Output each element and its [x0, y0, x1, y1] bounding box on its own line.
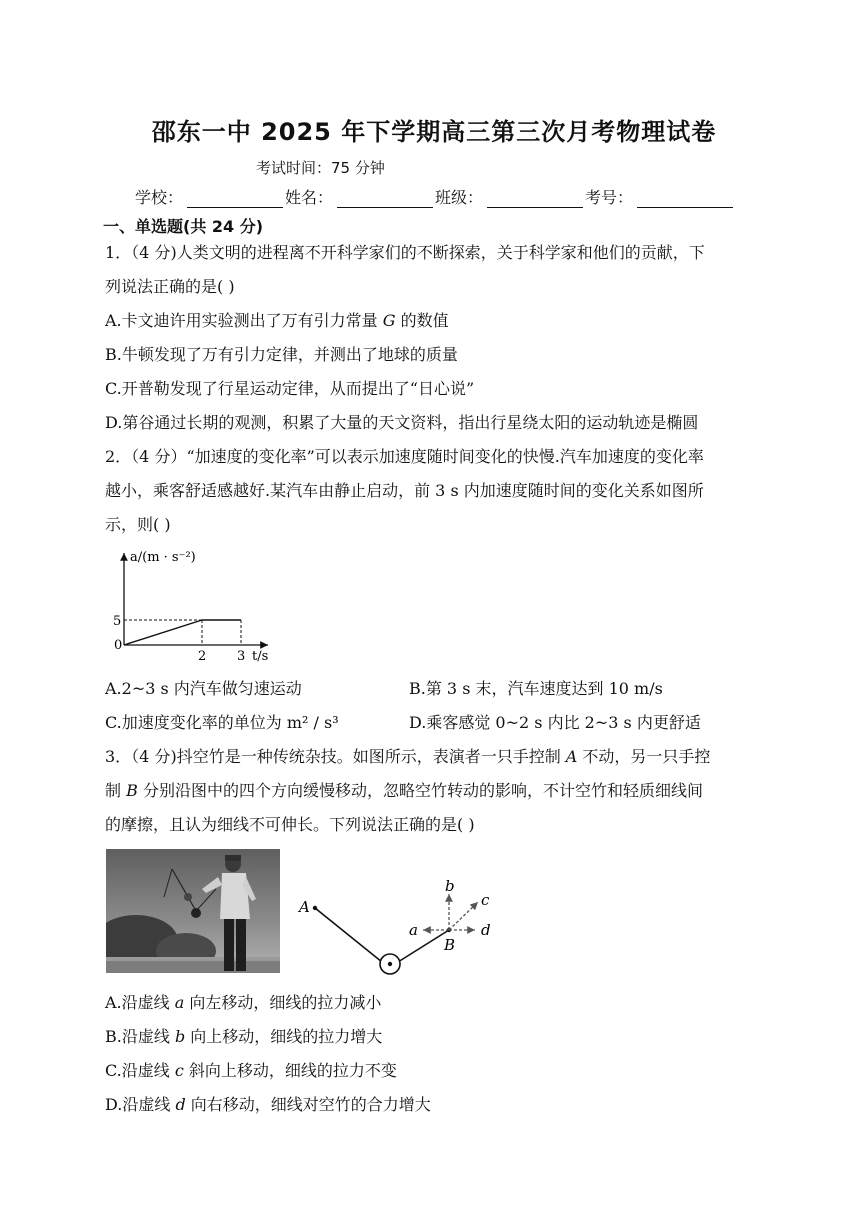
point-a-dot [313, 906, 317, 910]
q3-c-var: c [174, 1061, 184, 1080]
q3-stem-line3: 的摩擦，且认为细线不可伸长。下列说法正确的是( ) [105, 815, 475, 834]
school-label: 学校： [135, 188, 184, 207]
q3-option-a[interactable] [105, 990, 381, 1013]
student-info-line [135, 185, 735, 208]
q3-d-pre: D.沿虚线 [105, 1095, 176, 1114]
q3-stem-line2 [105, 778, 703, 801]
label-dir-b: b [445, 877, 455, 895]
string-right [398, 930, 449, 962]
q3-d-var: d [175, 1095, 186, 1114]
q3-stem1-post: 不动，另一只手控 [577, 747, 711, 766]
q1-stem-line1: 1．（4 分)人类文明的进程离不开科学家们的不断探索，关于科学家和他们的贡献，下 [105, 243, 705, 262]
q3-d-post: 向右移动，细线对空竹的合力增大 [185, 1095, 431, 1114]
q3-c-post: 斜向上移动，细线的拉力不变 [183, 1061, 397, 1080]
q3-stem-line1 [105, 744, 710, 767]
q3-b-post: 向上移动，细线的拉力增大 [185, 1027, 383, 1046]
q3-option-c[interactable] [105, 1058, 397, 1081]
diabolo-diagram [292, 872, 502, 982]
name-blank[interactable] [337, 189, 433, 208]
q2-option-d[interactable]: D.乘客感觉 0~2 s 内比 2~3 s 内更舒适 [409, 713, 701, 732]
exam-number-label: 考号： [585, 188, 634, 207]
label-dir-c: c [481, 891, 490, 909]
diabolo-center-dot [388, 962, 392, 966]
q1-option-a[interactable] [105, 308, 449, 331]
q1-option-b[interactable]: B.牛顿发现了万有引力定律，并测出了地球的质量 [105, 345, 458, 364]
diabolo-performer-photo [106, 849, 280, 973]
q2-option-a[interactable]: A.2~3 s 内汽车做匀速运动 [105, 679, 302, 698]
q3-a-var: a [174, 993, 185, 1012]
label-point-a: A [299, 898, 310, 916]
direction-c-arrow [449, 902, 478, 930]
q1-a-post: 的数值 [395, 311, 449, 330]
exam-time: 考试时间：75 分钟 [256, 159, 385, 177]
q3-a-post: 向左移动，细线的拉力减小 [184, 993, 382, 1012]
school-blank[interactable] [187, 189, 283, 208]
q3-stem2-post: 分别沿图中的四个方向缓慢移动，忽略空竹转动的影响，不计空竹和轻质细线间 [137, 781, 703, 800]
class-blank[interactable] [487, 189, 583, 208]
string-left [315, 908, 382, 962]
x-tick-label-0: 2 [198, 649, 207, 664]
x-axis-label: t/s [252, 649, 269, 664]
q3-a-pre: A.沿虚线 [105, 993, 175, 1012]
name-label: 姓名： [285, 188, 334, 207]
q1-stem-line2: 列说法正确的是( ) [105, 277, 235, 296]
label-dir-a: a [409, 921, 418, 939]
acceleration-time-chart [108, 545, 278, 670]
q1-option-d[interactable]: D.第谷通过长期的观测，积累了大量的天文资料，指出行星绕太阳的运动轨迹是椭圆 [105, 413, 699, 432]
q1-a-pre: A.卡文迪许用实验测出了万有引力常量 [105, 311, 383, 330]
q3-stem2-var: B [126, 781, 138, 800]
q3-stem1-pre: 3．（4 分)抖空竹是一种传统杂技。如图所示，表演者一只手控制 [105, 747, 566, 766]
q3-b-pre: B.沿虚线 [105, 1027, 175, 1046]
x-tick-label-1: 3 [237, 649, 246, 664]
q2-option-c[interactable]: C.加速度变化率的单位为 m² / s³ [105, 713, 339, 732]
q3-option-b[interactable] [105, 1024, 382, 1047]
label-dir-d: d [481, 921, 491, 939]
q2-stem-line3: 示，则( ) [105, 515, 171, 534]
q2-stem-line1: 2．（4 分）“加速度的变化率”可以表示加速度随时间变化的快慢.汽车加速度的变化率 [105, 447, 704, 466]
series-segment-0 [124, 620, 202, 645]
q3-stem1-var: A [565, 747, 578, 766]
q2-option-b[interactable]: B.第 3 s 末，汽车速度达到 10 m/s [409, 679, 663, 698]
q3-option-d[interactable] [105, 1092, 431, 1115]
origin-label: 0 [114, 638, 123, 653]
class-label: 班级： [435, 188, 484, 207]
section-title: 一、单选题(共 24 分) [103, 217, 264, 236]
q3-stem2-pre: 制 [105, 781, 127, 800]
q3-b-var: b [174, 1027, 186, 1046]
q2-stem-line2: 越小，乘客舒适感越好.某汽车由静止启动，前 3 s 内加速度随时间的变化关系如图所 [105, 481, 704, 500]
y-axis-label: a/(m · s⁻²) [130, 550, 196, 565]
q1-option-c[interactable]: C.开普勒发现了行星运动定律，从而提出了“日心说” [105, 379, 475, 398]
label-point-b: B [444, 936, 456, 954]
page-title: 邵东一中 2025 年下学期高三第三次月考物理试卷 [151, 118, 717, 146]
y-tick-label-0: 5 [113, 614, 122, 629]
q3-c-pre: C.沿虚线 [105, 1061, 175, 1080]
q1-a-var: G [382, 311, 396, 330]
exam-number-blank[interactable] [637, 189, 733, 208]
